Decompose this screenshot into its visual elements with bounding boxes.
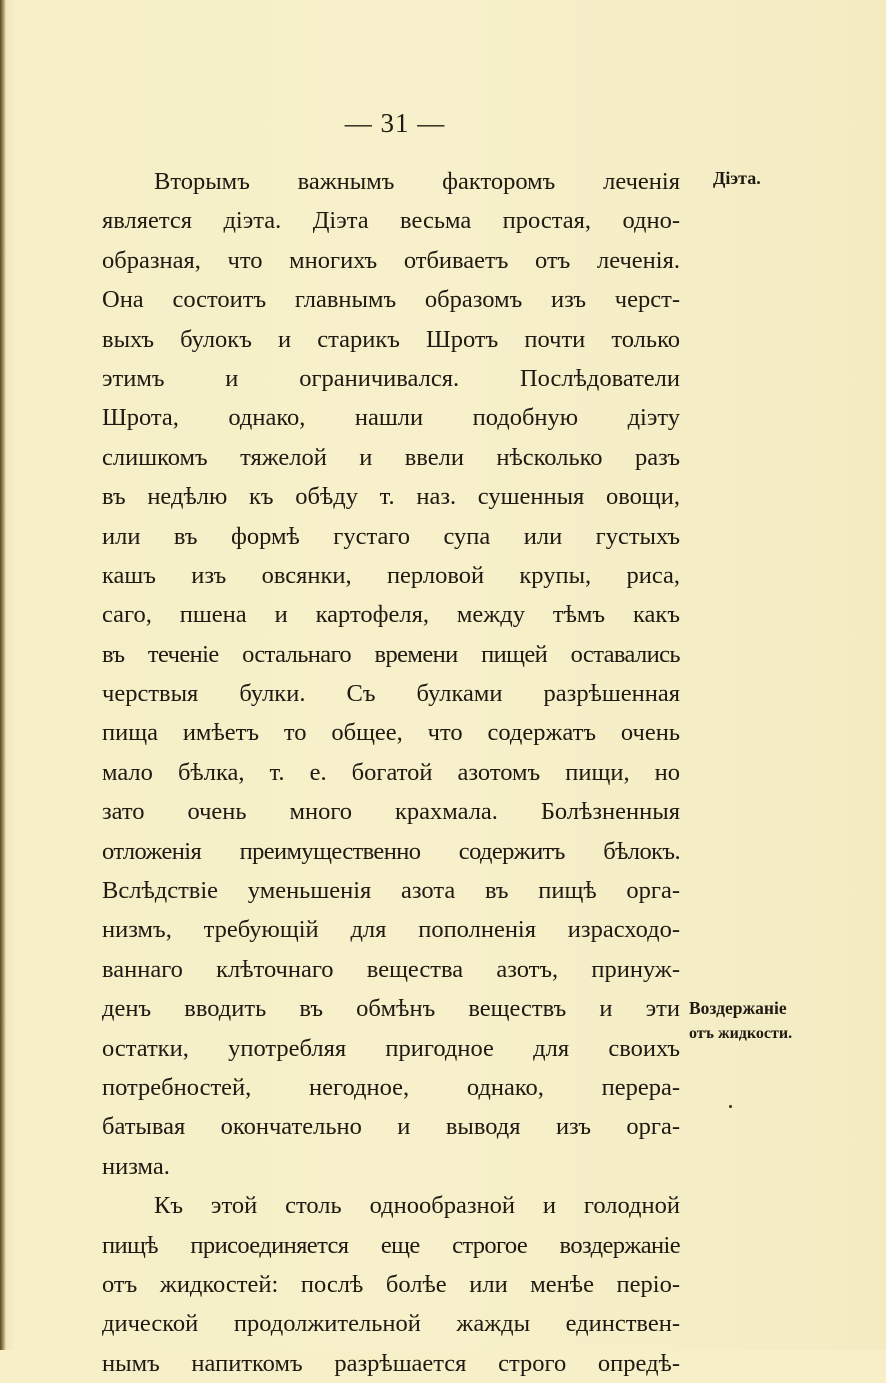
- text-line: черствыя булки. Съ булками разрѣшенная: [102, 680, 680, 708]
- text-line: отъ жидкостей: послѣ болѣе или менѣе періо-: [102, 1270, 680, 1298]
- text-line: ваннаго клѣточнаго вещества азотъ, принуж-: [102, 955, 680, 983]
- text-line: въ недѣлю къ обѣду т. наз. сушенныя овощи,: [102, 483, 680, 511]
- text-line: потребностей, негодное, однако, перера-: [102, 1073, 680, 1101]
- text-line: Вслѣдствіе уменьшенія азота въ пищѣ орга-: [102, 877, 680, 905]
- page-edge: [0, 0, 6, 1350]
- text-line: слишкомъ тяжелой и ввели нѣсколько разъ: [102, 443, 680, 471]
- margin-note-dieta: Діэта.: [713, 168, 761, 188]
- margin-note-line: Воздержаніе: [689, 998, 787, 1018]
- margin-note-vozderzhanie: [689, 996, 792, 1046]
- text-line: пища имѣетъ то общее, что содержатъ очень: [102, 719, 680, 747]
- margin-note-line: отъ жидкости.: [689, 1025, 793, 1042]
- text-line: этимъ и ограничивался. Послѣдователи: [102, 364, 680, 392]
- text-line: низма.: [102, 1152, 170, 1180]
- text-line: въ теченіе остальнаго времени пищей оставались: [102, 640, 680, 668]
- ink-speck: [729, 1105, 732, 1108]
- text-line: Вторымъ важнымъ факторомъ леченія: [154, 168, 680, 195]
- text-line: пищѣ присоединяется еще строгое воздержаніе: [102, 1231, 680, 1259]
- text-line: мало бѣлка, т. е. богатой азотомъ пищи, но: [102, 758, 680, 786]
- text-line: Шрота, однако, нашли подобную діэту: [102, 404, 680, 432]
- text-line: кашъ изъ овсянки, перловой крупы, риса,: [102, 561, 680, 589]
- text-line: отложенія преимущественно содержитъ бѣлокъ.: [102, 837, 680, 865]
- body-text: [102, 162, 680, 1383]
- text-line: дической продолжительной жажды единствен-: [102, 1310, 680, 1338]
- text-line: остатки, употребляя пригодное для своихъ: [102, 1034, 680, 1062]
- text-line: нымъ напиткомъ разрѣшается строго опредѣ-: [102, 1349, 680, 1377]
- text-line: является діэта. Діэта весьма простая, одно-: [102, 207, 680, 235]
- text-line: зато очень много крахмала. Болѣзненныя: [102, 798, 680, 826]
- text-line: саго, пшена и картофеля, между тѣмъ какъ: [102, 601, 680, 629]
- text-line: батывая окончательно и выводя изъ орга-: [102, 1113, 680, 1141]
- text-line: образная, что многихъ отбиваетъ отъ леченія.: [102, 246, 680, 274]
- text-line: Къ этой столь однообразной и голодной: [154, 1192, 680, 1220]
- text-line: или въ формѣ густаго супа или густыхъ: [102, 522, 680, 550]
- page-number: — 31 —: [344, 108, 446, 138]
- text-line: выхъ булокъ и старикъ Шротъ почти только: [102, 325, 680, 353]
- text-line: Она состоитъ главнымъ образомъ изъ черст-: [102, 286, 680, 314]
- text-line: низмъ, требующій для пополненія израсходо-: [102, 916, 680, 944]
- text-line: денъ вводить въ обмѣнъ веществъ и эти: [102, 995, 680, 1023]
